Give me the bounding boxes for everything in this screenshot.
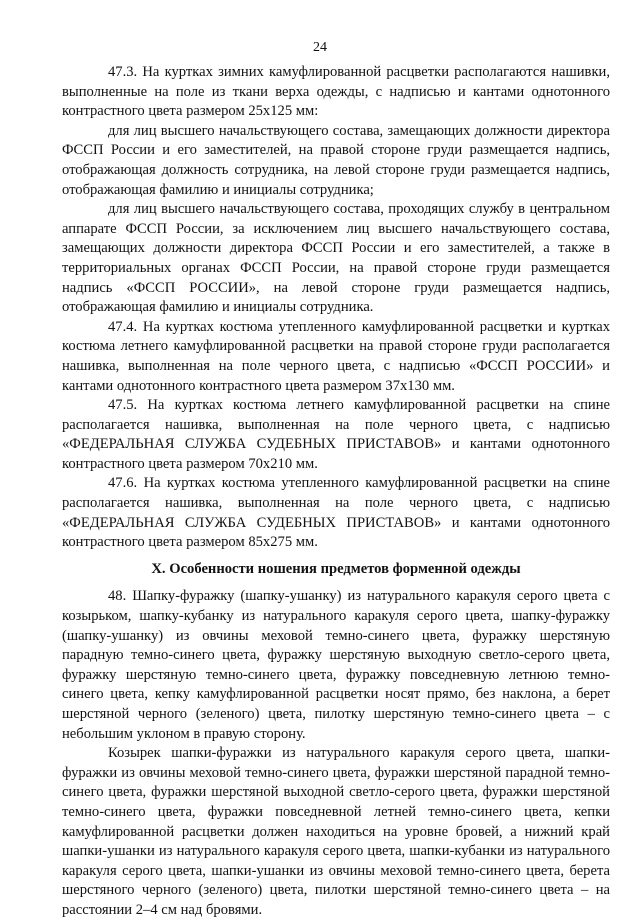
paragraph-47-4: 47.4. На куртках костюма утепленного камуфлированной расцветки и куртках костюма летнего камуфлированной расцветки на правой стороне груди располагается нашивка, выполненная на поле черного цвета, с надписью «ФССП РОССИИ» и кантами однотонного контрастного цвета размером 37x130 мм. [62,318,610,394]
paragraph-47-6: 47.6. На куртках костюма утепленного камуфлированной расцветки на спине располагается нашивка, выполненная на поле черного цвета, с надписью «ФЕДЕРАЛЬНАЯ СЛУЖБА СУДЕБНЫХ ПРИСТАВОВ» и кантами однотонного контрастного цвета размером 85x275 мм. [62,475,610,551]
section-heading: X. Особенности ношения предметов форменной одежды [151,560,521,577]
paragraph-47-3-central-apparatus: для лиц высшего начальствующего состава, проходящих службу в центральном аппарате ФССП России, за исключением лиц высшего начальствующего состава, замещающих должности директора ФССП России и его заместителей, а также в территориальных органах ФССП России, на правой стороне груди размещается надпись «ФССП РОССИИ», на левой стороне груди размещается надпись, отображающая фамилию и инициалы сотрудника. [62,201,610,316]
paragraph-48: 48. Шапку-фуражку (шапку-ушанку) из натурального каракуля серого цвета с козырьком, шапку-кубанку из натурального каракуля серого цвета, шапку-фуражку (шапку-ушанку) из овчины меховой темно-синего цвета, фуражку шерстяную парадную темно-синего цвета, фуражку шерстяную выходную светло-серого цвета, фуражку шерстяную темно-синего цвета, фуражку повседневную летнюю темно-синего цвета, кепку камуфлированной расцветки носят прямо, без наклона, а берет шерстяной черного (зеленого) цвета, пилотку шерстяную темно-синего цвета – с небольшим уклоном в правую сторону. [62,588,610,742]
paragraph-48-visor: Козырек шапки-фуражки из натурального каракуля серого цвета, шапки-фуражки из овчины меховой темно-синего цвета, фуражки шерстяной парадной темно-синего цвета, фуражки шерстяной выходной светло-серого цвета, фуражки шерстяной темно-синего цвета, фуражки повседневной летней темно-синего цвета, кепки камуфлированной расцветки должен находиться на уровне бровей, а нижний край шапки-ушанки из натурального каракуля серого цвета, шапки-кубанки из натурального каракуля серого цвета, шапки-ушанки из овчины меховой темно-синего цвета, берета шерстяного черного (зеленого) цвета, пилотки шерстяной темно-синего цвета – на расстоянии 2–4 см над бровями. [62,745,610,918]
document-body [62,63,610,921]
paragraph-47-5: 47.5. На куртках костюма летнего камуфлированной расцветки на спине располагается нашивка, выполненная на поле черного цвета, с надписью «ФЕДЕРАЛЬНАЯ СЛУЖБА СУДЕБНЫХ ПРИСТАВОВ» и кантами однотонного контрастного цвета размером 70x210 мм. [62,397,610,472]
paragraph-47-3-director: для лиц высшего начальствующего состава, замещающих должности директора ФССП России и его заместителей, на правой стороне груди размещается надпись, отображающая должность сотрудника, на левой стороне груди размещается надпись, отображающая фамилию и инициалы сотрудника; [62,122,610,198]
page-number: 24 [313,40,327,55]
paragraph-47-3: 47.3. На куртках зимних камуфлированной расцветки располагаются нашивки, выполненные на поле из ткани верха одежды, с надписью и кантами однотонного контрастного цвета размером 25x125 мм: [62,64,610,120]
